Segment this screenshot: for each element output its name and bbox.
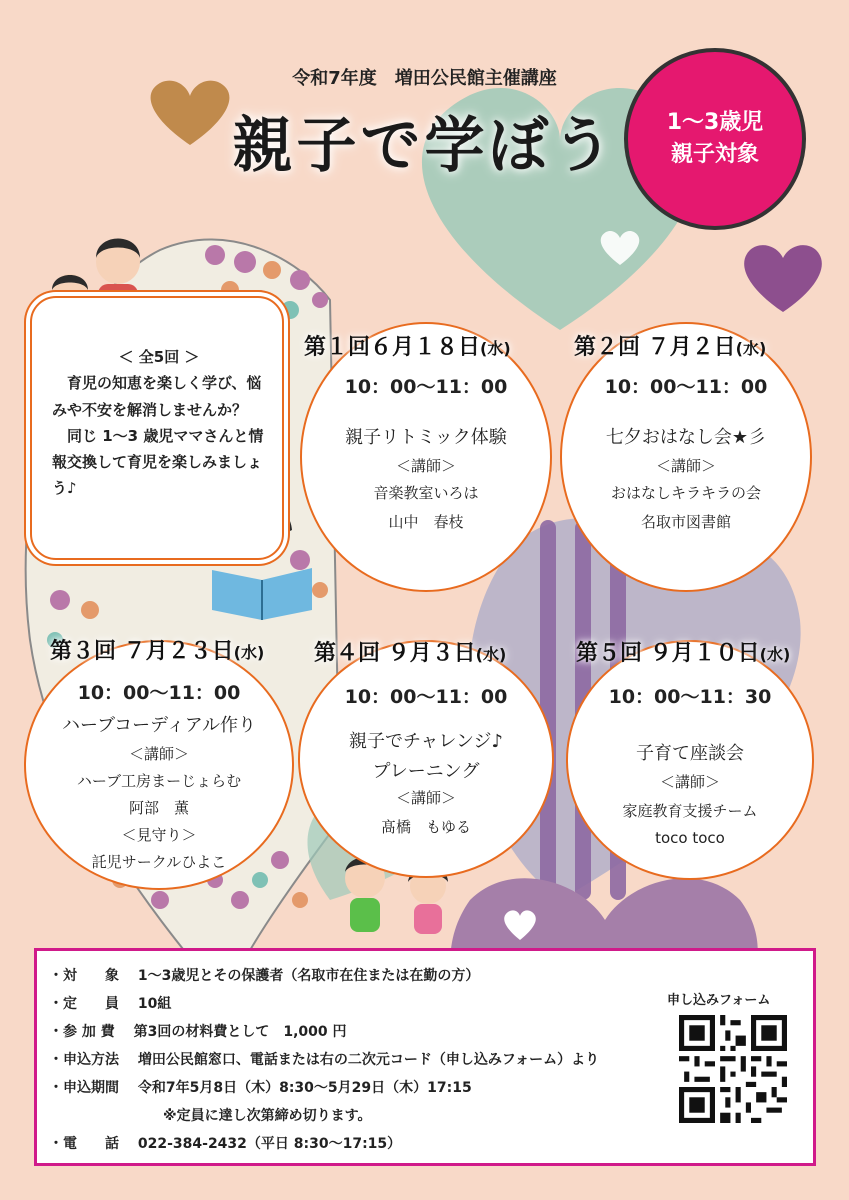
session-3-heading	[50, 634, 264, 665]
session-time: 10：00～11：00	[344, 686, 508, 708]
session-count: ＜ 全5回 ＞	[118, 348, 200, 366]
page-title: 親子で学ぼう	[232, 111, 617, 181]
session-topic: 親子リトミック体験	[345, 427, 507, 448]
lecturer-label: ＜講師＞	[128, 745, 189, 763]
form-label: 申し込みフォーム	[667, 993, 771, 1008]
session-4-circle	[298, 640, 554, 878]
header-subtitle: 令和7年度 増田公民館主催講座	[292, 68, 557, 89]
info-fee: ・参 加 費 第3回の材料費として 1,000 円	[49, 1024, 347, 1040]
session-4-heading	[314, 636, 506, 667]
session-1-circle	[300, 322, 552, 592]
lecturer-label: ＜講師＞	[395, 789, 456, 807]
session-weekday: (水)	[759, 645, 791, 664]
session-date: 第１回６月１８日	[304, 335, 481, 360]
lecturer-name: 家庭教育支援チーム	[622, 802, 758, 820]
lecturer-name: 音楽教室いろは	[373, 484, 479, 502]
session-date: 第３回 ７月２３日	[50, 639, 234, 664]
badge-line-2: 親子対象	[670, 142, 759, 167]
session-5-heading	[576, 636, 790, 667]
watch-label: ＜見守り＞	[121, 826, 197, 844]
lecturer-name: おはなしキラキラの会	[610, 484, 761, 502]
session-topic: 子育て座談会	[636, 743, 744, 764]
lecturer-label: ＜講師＞	[655, 457, 716, 475]
session-2-heading	[574, 330, 766, 361]
info-note: ※定員に達し次第締め切ります。	[163, 1108, 372, 1124]
session-time: 10：00～11：00	[77, 682, 241, 704]
lecturer-name-2: toco toco	[655, 829, 725, 847]
lecturer-name: 髙橋 もゆる	[380, 818, 471, 836]
info-method: ・申込方法 増田公民館窓口、電話または右の二次元コード（申し込みフォーム）より	[49, 1052, 600, 1068]
session-5-circle	[566, 640, 814, 880]
badge-line-1: 1～3歳児	[666, 110, 764, 136]
info-target: ・対 象 1～3歳児とその保護者（名取市在住または在勤の方）	[49, 968, 480, 984]
session-weekday: (水)	[480, 339, 511, 358]
application-info-box	[34, 948, 816, 1166]
session-topic: 七夕おはなし会★彡	[605, 427, 767, 448]
lecturer-name-2: 山中 春枝	[388, 513, 464, 531]
watcher-name: 託児サークルひよこ	[91, 853, 227, 871]
lecturer-label: ＜講師＞	[395, 457, 456, 475]
session-1-heading	[304, 330, 511, 361]
target-age-badge	[624, 48, 806, 230]
intro-paragraph-1: 育児の知恵を楽しく学び、悩みや不安を解消しませんか？	[52, 374, 262, 419]
session-topic: ハーブコーディアル作り	[61, 715, 257, 736]
intro-paragraph-2: 同じ 1～3 歳児ママさんと情報交換して育児を楽しみましょう♪	[52, 426, 264, 498]
info-phone: ・電 話 022-384-2432（平日 8:30～17:15）	[49, 1136, 402, 1152]
session-weekday: (水)	[475, 645, 507, 664]
session-topic-line-2: プレーニング	[372, 761, 480, 782]
lecturer-name-2: 阿部 薫	[128, 799, 189, 817]
session-time: 10：00～11：00	[344, 376, 508, 398]
session-date: 第２回 ７月２日	[574, 335, 736, 360]
session-date: 第４回 ９月３日	[314, 641, 476, 666]
session-2-circle	[560, 322, 812, 592]
lecturer-label: ＜講師＞	[659, 773, 720, 791]
session-time: 10：00～11：30	[608, 686, 772, 708]
session-date: 第５回 ９月１０日	[576, 641, 760, 666]
purple-heart-decoration	[744, 245, 822, 312]
info-capacity: ・定 員 10組	[49, 996, 172, 1012]
session-weekday: (水)	[233, 643, 265, 662]
session-3-circle	[24, 640, 294, 890]
session-time: 10：00～11：00	[604, 376, 768, 398]
lecturer-name-2: 名取市図書館	[640, 513, 731, 531]
session-weekday: (水)	[735, 339, 767, 358]
qr-code-icon[interactable]	[679, 1015, 787, 1123]
intro-box	[30, 296, 284, 560]
session-topic: 親子でチャレンジ♪	[348, 731, 504, 752]
lecturer-name: ハーブ工房まーじょらむ	[76, 772, 242, 790]
info-period: ・申込期間 令和7年5月8日（木）8:30～5月29日（木）17:15	[49, 1080, 472, 1096]
